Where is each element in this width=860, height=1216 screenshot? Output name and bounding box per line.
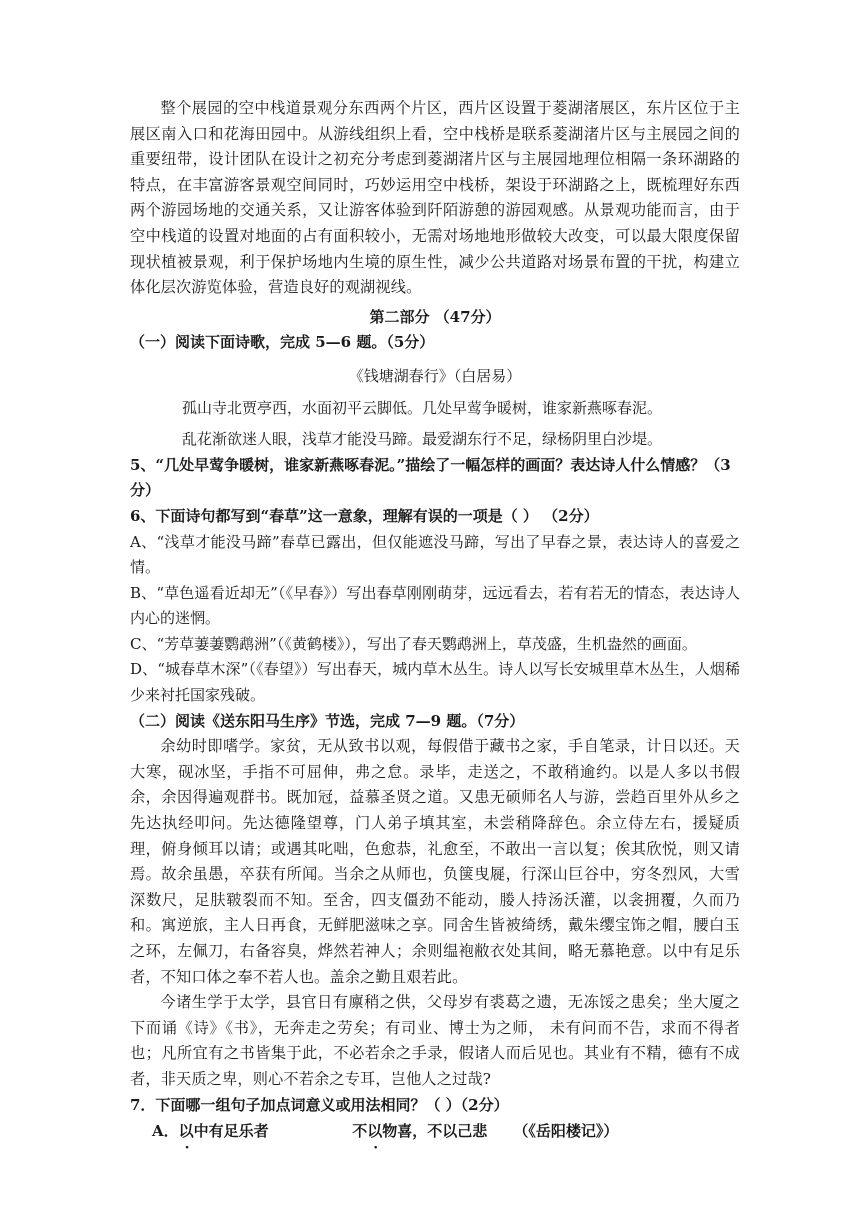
passage-paragraph-1: 余幼时即嗜学。家贫，无从致书以观，每假借于藏书之家，手自笔录，计日以还。天大寒，砚冰坚，手指不可屈伸，弗之怠。录毕，走送之，不敢稍逾约。以是人多以书假余，余因得遍观群书。既加冠，益慕圣贤之道。又患无硕师名人与游，尝趋百里外从乡之先达执经叩问。先达德隆望尊，门人弟子填其室，未尝稍降辞色。余立侍左右，援疑质理，俯身倾耳以请；或遇其叱咄，色愈恭，礼愈至，不敢出一言以复；俟其欣悦，则又请焉。故余虽愚，卒获有所闻。当余之从师也，负箧曳屣，行深山巨谷中，穷冬烈风，大雪深数尺，足肤皲裂而不知。至舍，四支僵劲不能动，媵人持汤沃灌，以衾拥覆，久而乃和。寓逆旅，主人日再食，无鲜肥滋味之享。同舍生皆被绮绣，戴朱缨宝饰之帽，腰白玉之环，左佩刀，右备容臭，烨然若神人；余则缊袍敝衣处其间，略无慕艳意。以中有足乐者，不知口体之奉不若人也。盖余之勤且艰若此。: [130, 737, 740, 986]
option-b: B、“草色遥看近却无”（《早春》）写出春草刚刚萌芽，远远看去，若有若无的情态，表达诗人内心的迷惘。: [130, 583, 740, 628]
q7a-dotted-word-2: 以: [367, 1122, 383, 1141]
q7a-text-2-pre: 不: [352, 1122, 368, 1141]
question-7-option-a: [130, 1118, 740, 1144]
option-c: C、“芳草萋萋鹦鹉洲”（《黄鹤楼》），写出了春天鹦鹉洲上，草茂盛，生机盎然的画面。: [130, 634, 697, 653]
q7a-label: A．: [152, 1122, 179, 1141]
question-5: 5、“几处早莺争暖树，谁家新燕啄春泥。”描绘了一幅怎样的画面？表达诗人什么情感？（3分）: [130, 455, 731, 500]
section2-heading: （二）阅读《送东阳马生序》节选，完成 7—9 题。（7分）: [130, 711, 525, 730]
poem-line-2: 乱花渐欲迷人眼，浅草才能没马蹄。最爱湖东行不足，绿杨阴里白沙堤。: [182, 430, 663, 449]
q7a-text-1: 中有足乐者: [193, 1122, 269, 1141]
option-d: D、“城春草木深”（《春望》）写出春天，城内草木丛生。诗人以写长安城里草木丛生，人烟稀少来衬托国家残破。: [130, 660, 740, 705]
passage-paragraph-2: 今诸生学于太学，县官日有廪稍之供，父母岁有裘葛之遗，无冻馁之患矣；坐大厦之下而诵《诗》《书》，无奔走之劳矣；有司业、博士为之师， 未有问而不告，求而不得者也；凡所宜有之书皆集于此，不必若余之手录，假诸人而后见也。其业有不精，德有不成者，非天质之卑，则心不若余之专耳，岂他人之过哉?: [130, 993, 740, 1088]
q7a-text-2: 物喜，不以己悲: [382, 1122, 488, 1141]
q7a-dotted-word-1: 以: [178, 1122, 194, 1141]
q7a-source: （《岳阳楼记》）: [513, 1122, 619, 1141]
poem-line-1: 孤山寺北贾亭西，水面初平云脚低。几处早莺争暖树，谁家新燕啄春泥。: [182, 398, 663, 417]
part2-title: 第二部分 （47分）: [369, 307, 501, 326]
section1-heading: （一）阅读下面诗歌，完成 5—6 题。（5分）: [130, 333, 435, 352]
question-7: 7．下面哪一组句子加点词意义或用法相同？（ ）（2分）: [130, 1095, 509, 1114]
poem-title: 《钱塘湖春行》（白居易）: [348, 366, 522, 385]
intro-paragraph: 整个展园的空中栈道景观分东西两个片区，西片区设置于菱湖渚展区，东片区位于主展区南入口和花海田园中。从游线组织上看，空中栈桥是联系菱湖渚片区与主展园之间的重要纽带，设计团队在设计之初充分考虑到菱湖渚片区与主展园地理位相隔一条环湖路的特点，在丰富游客景观空间同时，巧妙运用空中栈桥，架设于环湖路之上，既梳理好东西两个游园场地的交通关系，又让游客体验到阡陌游憩的游园观感。从景观功能而言，由于空中栈道的设置对地面的占有面积较小，无需对场地地形做较大改变，可以最大限度保留现状植被景观，利于保护场地内生境的原生性，减少公共道路对场景布置的干扰，构建立体化层次游览体验，营造良好的观湖视线。: [130, 99, 740, 297]
option-a: A、“浅草才能没马蹄”春草已露出，但仅能遮没马蹄，写出了早春之景，表达诗人的喜爱之情。: [130, 532, 740, 577]
question-6: 6、下面诗句都写到“春草”这一意象，理解有误的一项是（ ） （2分）: [130, 506, 599, 525]
